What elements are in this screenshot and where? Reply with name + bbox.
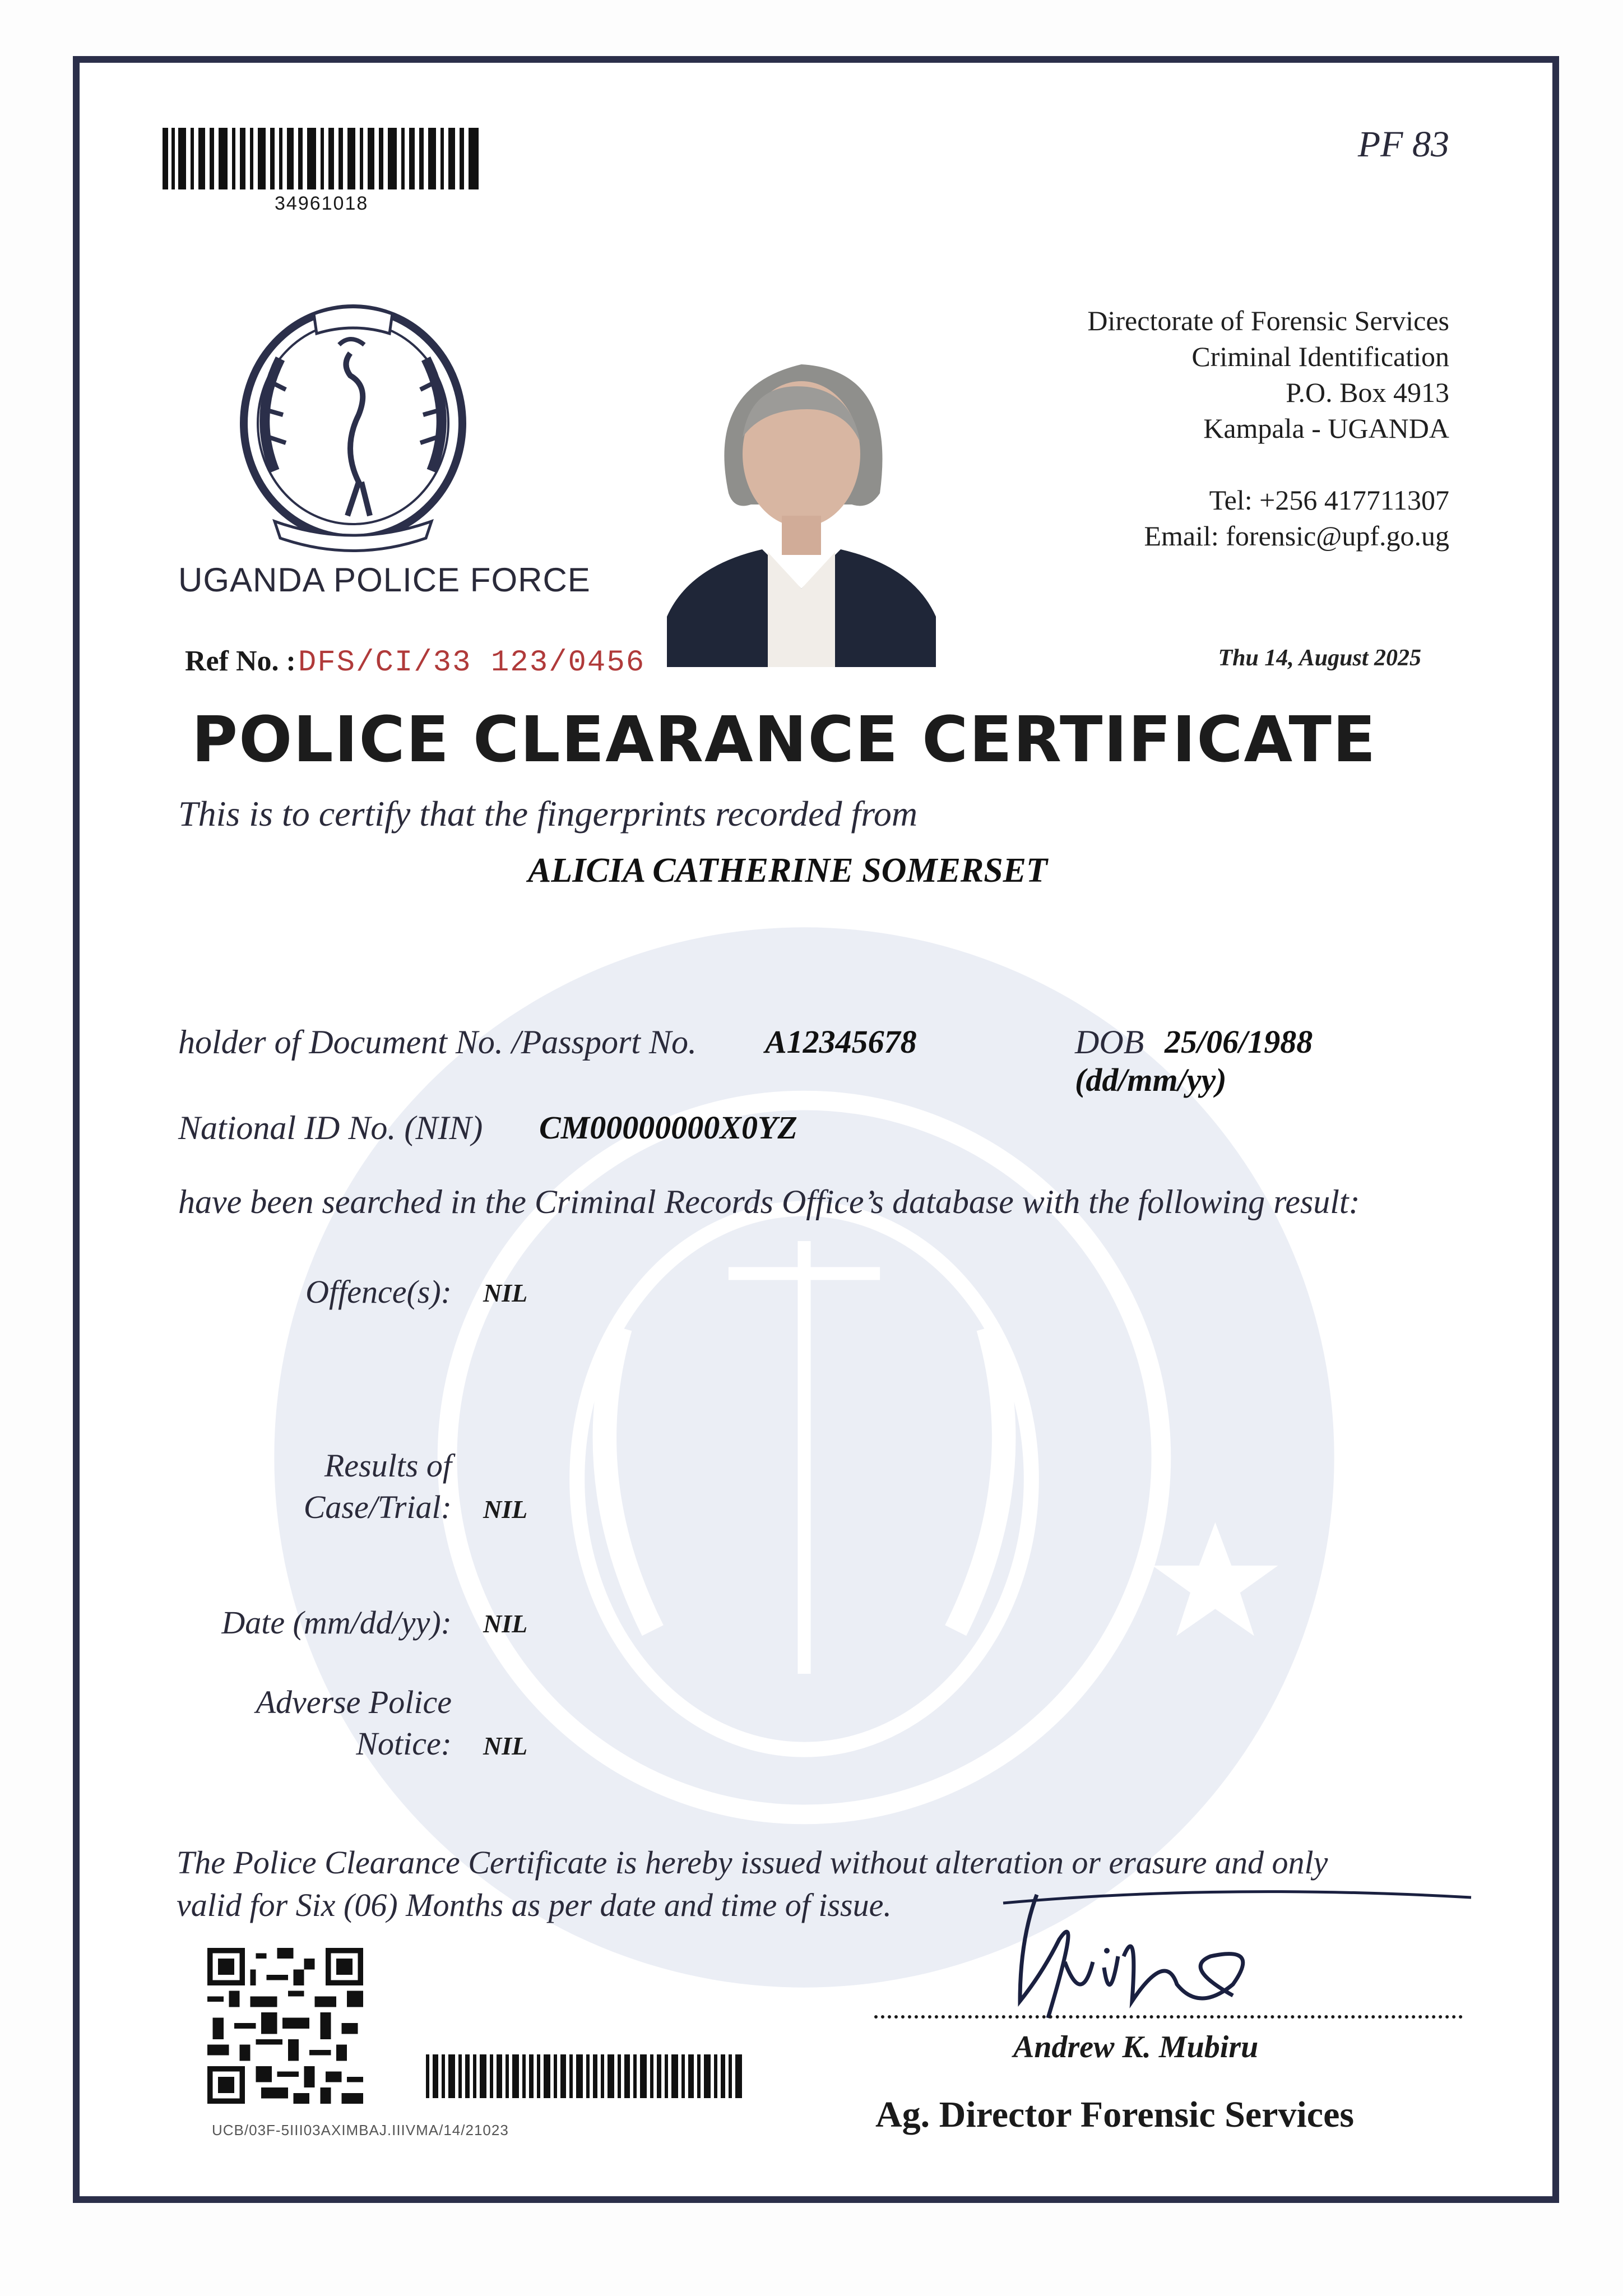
organization-name: UGANDA POLICE FORCE xyxy=(178,561,591,599)
reference-number xyxy=(185,645,645,680)
ref-label: Ref No. : xyxy=(185,645,296,677)
address-line-3: P.O. Box 4913 xyxy=(1286,377,1449,408)
address-line-1: Directorate of Forensic Services xyxy=(1087,305,1449,336)
adverse-notice-value: NIL xyxy=(483,1732,528,1760)
nin-value: CM00000000X0YZ xyxy=(539,1109,797,1146)
signatory-name: Andrew K. Mubiru xyxy=(1013,2030,1259,2064)
certify-text: This is to certify that the fingerprints recorded from xyxy=(178,794,918,834)
validity-line-1: The Police Clearance Certificate is hereby issued without alteration or erasure and only xyxy=(177,1844,1328,1881)
address-block xyxy=(1087,303,1449,554)
address-line-2: Criminal Identification xyxy=(1191,341,1449,372)
bottom-barcode xyxy=(426,2054,748,2098)
case-label-line-2: Case/Trial: xyxy=(303,1489,452,1525)
certificate-title: POLICE CLEARANCE CERTIFICATE xyxy=(192,703,1377,776)
offence-value: NIL xyxy=(483,1279,528,1307)
date-value: NIL xyxy=(483,1609,528,1638)
signatory-title: Ag. Director Forensic Services xyxy=(875,2094,1355,2135)
case-value: NIL xyxy=(483,1495,528,1524)
document-number: A12345678 xyxy=(765,1024,917,1060)
holder-name: ALICIA CATHERINE SOMERSET xyxy=(528,851,1047,890)
dob-value: 25/06/1988 xyxy=(1165,1024,1313,1060)
adverse-label-line-2: Notice: xyxy=(356,1725,452,1762)
qr-code xyxy=(207,1948,363,2104)
email: Email: forensic@upf.go.ug xyxy=(1144,520,1449,552)
search-text: have been searched in the Criminal Records Office’s database with the following result: xyxy=(178,1183,1360,1220)
top-barcode xyxy=(163,128,482,189)
telephone: Tel: +256 417711307 xyxy=(1209,484,1449,516)
ref-value: DFS/CI/33 123/0456 xyxy=(298,646,646,680)
footer-code: UCB/03F-5III03AXIMBAJ.IIIVMA/14/21023 xyxy=(212,2122,509,2138)
offence-label: Offence(s): xyxy=(305,1274,452,1310)
adverse-label-line-1: Adverse Police xyxy=(256,1684,452,1720)
validity-line-2: valid for Six (06) Months as per date and time of issue. xyxy=(177,1887,892,1923)
adverse-notice-label xyxy=(256,1682,452,1765)
signature-line xyxy=(874,2015,1463,2019)
holder-photo xyxy=(667,325,936,667)
case-label-line-1: Results of xyxy=(324,1447,452,1484)
date-label: Date (mm/dd/yy): xyxy=(221,1604,452,1641)
address-line-4: Kampala - UGANDA xyxy=(1203,413,1449,444)
uganda-police-emblem xyxy=(230,303,476,561)
document-label: holder of Document No. /Passport No. xyxy=(178,1024,697,1061)
issue-date: Thu 14, August 2025 xyxy=(1218,645,1421,671)
dob-format: (dd/mm/yy) xyxy=(1075,1062,1227,1098)
dob-label: DOB xyxy=(1075,1024,1144,1061)
case-label xyxy=(304,1445,452,1528)
barcode-number: 34961018 xyxy=(275,193,369,214)
nin-label: National ID No. (NIN) xyxy=(178,1109,483,1146)
form-code: PF 83 xyxy=(1357,124,1449,165)
